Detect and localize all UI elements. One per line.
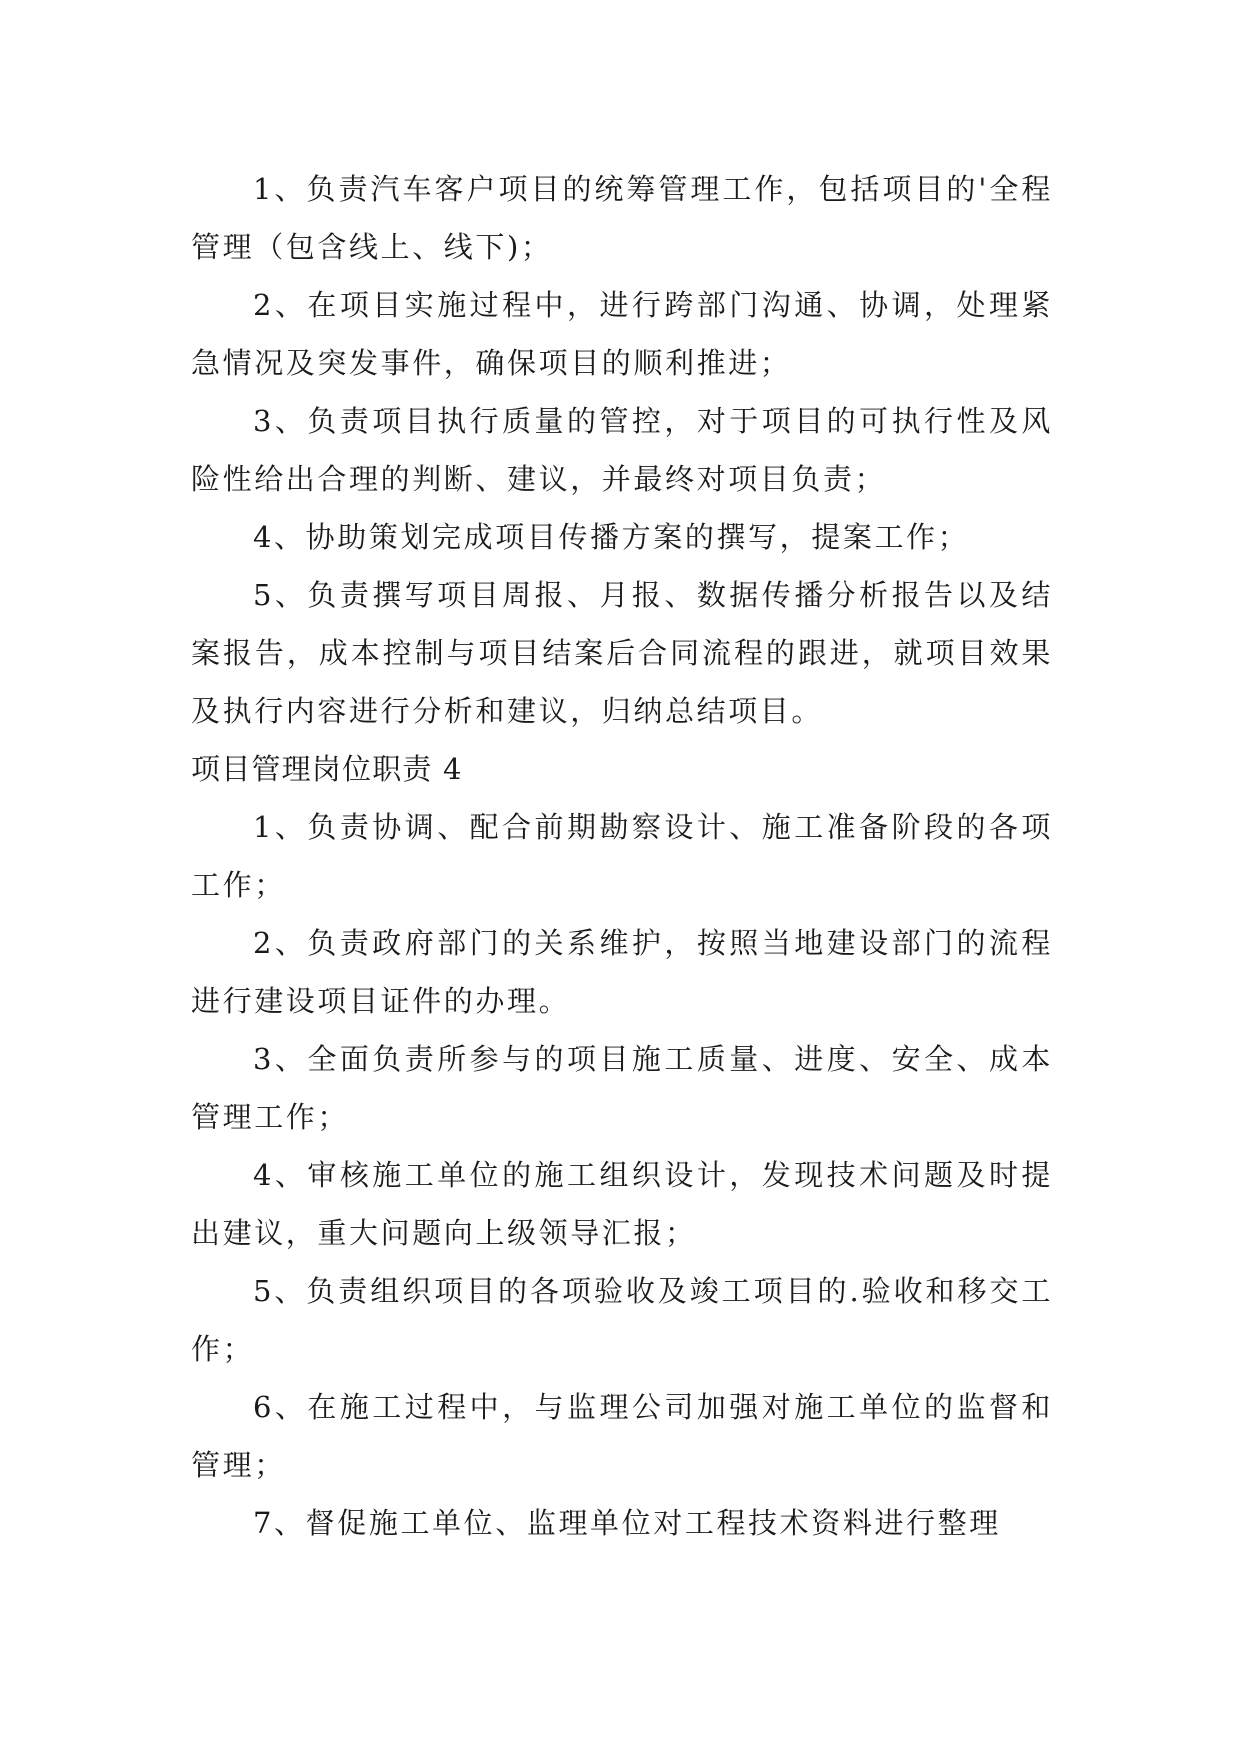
paragraph: 2、负责政府部门的关系维护，按照当地建设部门的流程进行建设项目证件的办理。 bbox=[191, 926, 1053, 1018]
paragraph: 7、督促施工单位、监理单位对工程技术资料进行整理 bbox=[253, 1506, 1001, 1540]
paragraph: 5、负责撰写项目周报、月报、数据传播分析报告以及结案报告，成本控制与项目结案后合同流程的跟进，就项目效果及执行内容进行分析和建议，归纳总结项目。 bbox=[191, 578, 1053, 728]
document-page bbox=[191, 160, 1053, 1552]
paragraph: 6、在施工过程中，与监理公司加强对施工单位的监督和管理； bbox=[191, 1390, 1053, 1482]
paragraph: 4、审核施工单位的施工组织设计，发现技术问题及时提出建议，重大问题向上级领导汇报； bbox=[191, 1158, 1053, 1250]
paragraph: 3、负责项目执行质量的管控，对于项目的可执行性及风险性给出合理的判断、建议，并最终对项目负责； bbox=[191, 404, 1053, 496]
paragraph: 5、负责组织项目的各项验收及竣工项目的.验收和移交工作； bbox=[191, 1274, 1053, 1366]
paragraph: 2、在项目实施过程中，进行跨部门沟通、协调，处理紧急情况及突发事件，确保项目的顺利推进； bbox=[191, 288, 1053, 380]
paragraph: 1、负责协调、配合前期勘察设计、施工准备阶段的各项工作； bbox=[191, 810, 1053, 902]
paragraph: 1、负责汽车客户项目的统筹管理工作，包括项目的'全程管理（包含线上、线下)； bbox=[191, 172, 1053, 264]
paragraph: 3、全面负责所参与的项目施工质量、进度、安全、成本管理工作； bbox=[191, 1042, 1053, 1134]
paragraph: 4、协助策划完成项目传播方案的撰写，提案工作； bbox=[253, 520, 970, 554]
section-heading: 项目管理岗位职责 4 bbox=[191, 752, 463, 786]
